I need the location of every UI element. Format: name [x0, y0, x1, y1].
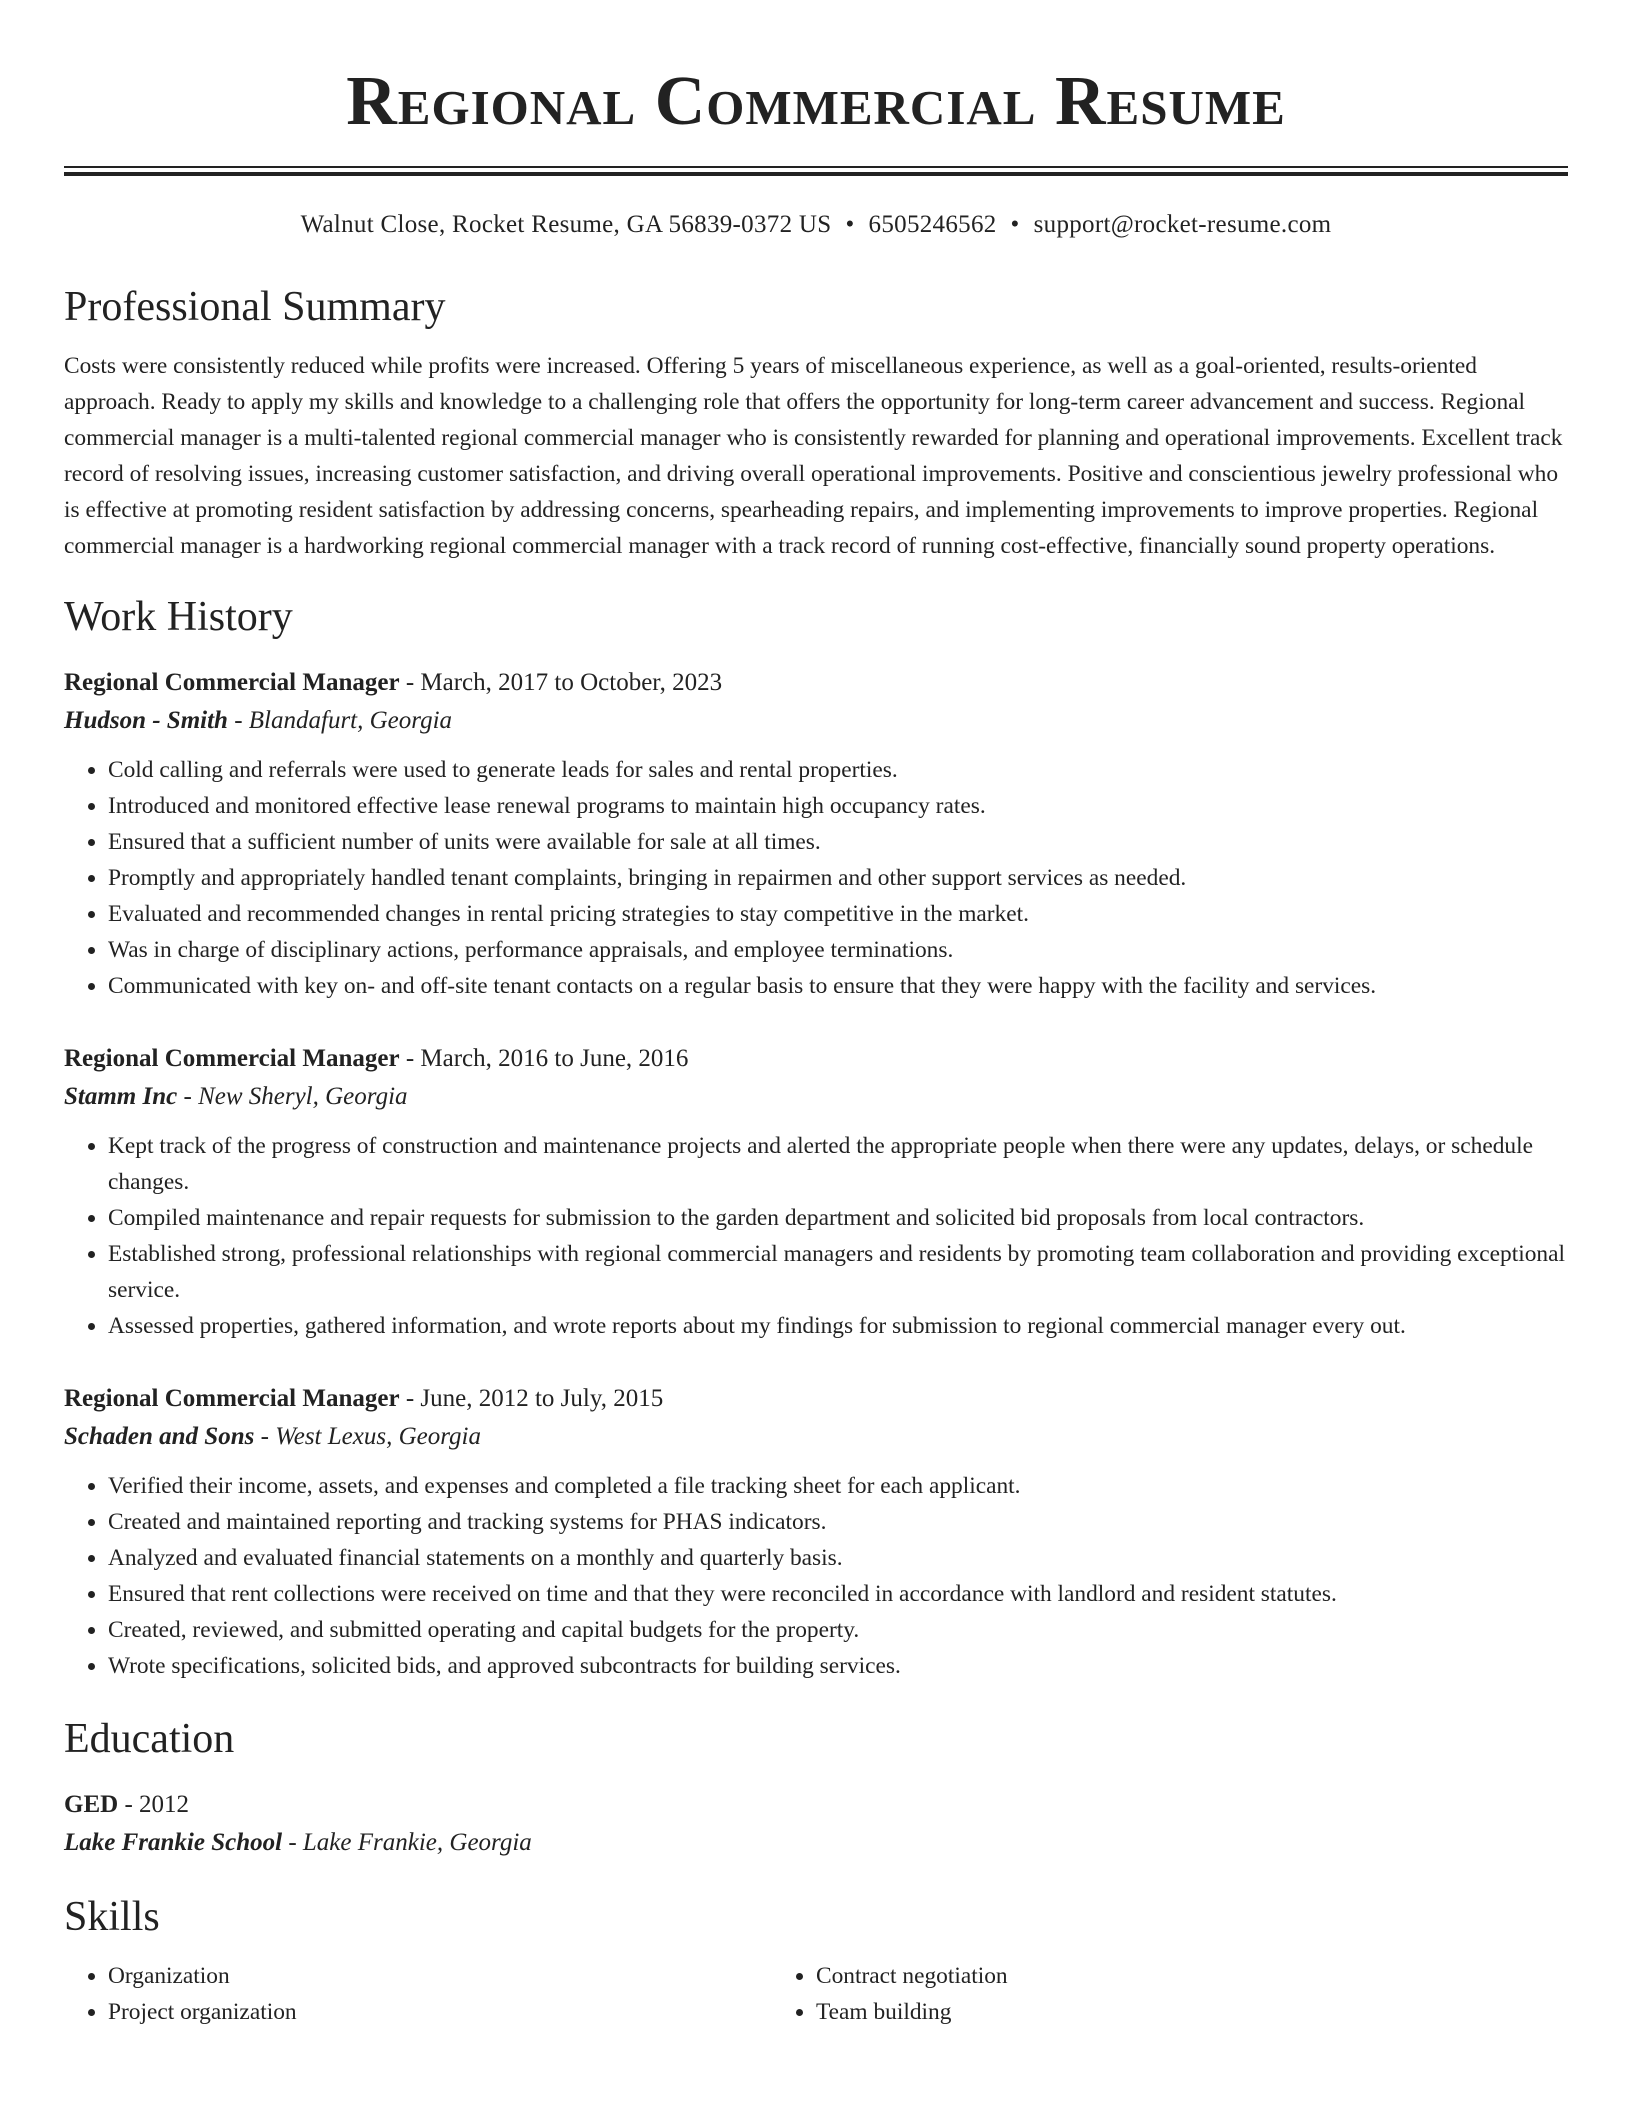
job-title-line	[64, 664, 1568, 702]
job-location: New Sheryl, Georgia	[198, 1083, 408, 1110]
job-company-line	[64, 702, 1568, 740]
school-line	[64, 1824, 1568, 1862]
list-item: • Was in charge of disciplinary actions, performance appraisals, and employee terminations.	[108, 932, 1568, 968]
contact-separator: •	[845, 211, 855, 238]
dash: -	[227, 707, 249, 734]
job-role: Regional Commercial Manager	[64, 1385, 400, 1412]
dash: -	[177, 1083, 199, 1110]
job-role: Regional Commercial Manager	[64, 669, 400, 696]
skills-list	[64, 1958, 1568, 2030]
job-title-line	[64, 1380, 1568, 1418]
job-company: Stamm Inc	[64, 1083, 178, 1110]
list-item: • Established strong, professional relationships with regional commercial managers and residents by promoting team collaboration and providing exceptional service.	[108, 1236, 1568, 1308]
job-title-line	[64, 1040, 1568, 1078]
summary-text: Costs were consistently reduced while profits were increased. Offering 5 years of miscellaneous experience, as well as a goal-oriented, results-oriented approach. Ready to apply my skills and knowledge to a challenging role that offers the opportunity for long-term career advancement and success. Regional commercial manager is a multi-talented regional commercial manager who is consistently rewarded for planning and operational improvements. Excellent track record of resolving issues, increasing customer satisfaction, and driving overall operational improvements. Positive and conscientious jewelry professional who is effective at promoting resident satisfaction by addressing concerns, spearheading repairs, and implementing improvements to improve properties. Regional commercial manager is a hardworking regional commercial manager with a track record of running cost-effective, financially sound property operations.	[64, 353, 1563, 559]
dash: -	[282, 1829, 303, 1856]
list-item: • Communicated with key on- and off-site tenant contacts on a regular basis to ensure that they were happy with the facility and services.	[108, 968, 1568, 1004]
list-item: • Created, reviewed, and submitted operating and capital budgets for the property.	[108, 1612, 1568, 1648]
job-entry	[64, 1040, 1568, 1344]
job-company-line	[64, 1078, 1568, 1116]
dash: -	[399, 1045, 421, 1072]
job-dates: June, 2012 to July, 2015	[420, 1385, 664, 1412]
job-location: Blandafurt, Georgia	[248, 707, 453, 734]
resume-page	[64, 0, 1568, 2030]
contact-line	[64, 208, 1568, 242]
dash: -	[399, 1385, 421, 1412]
degree: GED	[64, 1791, 119, 1818]
graduation-year: 2012	[139, 1791, 190, 1818]
job-bullets	[64, 1128, 1568, 1344]
skill-item: • Team building	[816, 1994, 1524, 2030]
contact-email: support@rocket-resume.com	[1033, 211, 1332, 238]
education-heading: Education	[64, 1716, 235, 1762]
skill-item: • Contract negotiation	[816, 1958, 1524, 1994]
job-dates: March, 2016 to June, 2016	[420, 1045, 689, 1072]
list-item: • Evaluated and recommended changes in rental pricing strategies to stay competitive in the market.	[108, 896, 1568, 932]
job-company: Schaden and Sons	[64, 1423, 255, 1450]
list-item: • Verified their income, assets, and expenses and completed a file tracking sheet for each applicant.	[108, 1468, 1568, 1504]
summary-heading: Professional Summary	[64, 284, 446, 330]
school-location: Lake Frankie, Georgia	[302, 1829, 532, 1856]
job-bullets	[64, 752, 1568, 1004]
job-company: Hudson - Smith	[64, 707, 228, 734]
job-bullets	[64, 1468, 1568, 1684]
skill-item: • Organization	[108, 1958, 772, 1994]
dash: -	[399, 669, 421, 696]
dash: -	[118, 1791, 140, 1818]
job-company-line	[64, 1418, 1568, 1456]
resume-name: Regional Commercial Resume	[346, 63, 1286, 140]
skills-column-right	[772, 1958, 1524, 2030]
job-location: West Lexus, Georgia	[275, 1423, 481, 1450]
list-item: • Analyzed and evaluated financial statements on a monthly and quarterly basis.	[108, 1540, 1568, 1576]
job-entry	[64, 664, 1568, 1004]
dash: -	[254, 1423, 276, 1450]
school-name: Lake Frankie School	[64, 1829, 283, 1856]
list-item: • Ensured that a sufficient number of units were available for sale at all times.	[108, 824, 1568, 860]
job-role: Regional Commercial Manager	[64, 1045, 400, 1072]
skills-column-left	[64, 1958, 772, 2030]
job-entry	[64, 1380, 1568, 1684]
list-item: • Cold calling and referrals were used to generate leads for sales and rental properties.	[108, 752, 1568, 788]
degree-line	[64, 1786, 1568, 1824]
work-history-heading: Work History	[64, 594, 293, 640]
skills-heading: Skills	[64, 1894, 160, 1940]
list-item: • Promptly and appropriately handled tenant complaints, bringing in repairmen and other support services as needed.	[108, 860, 1568, 896]
contact-phone: 6505246562	[868, 211, 997, 238]
list-item: • Created and maintained reporting and tracking systems for PHAS indicators.	[108, 1504, 1568, 1540]
job-dates: March, 2017 to October, 2023	[420, 669, 723, 696]
list-item: • Wrote specifications, solicited bids, and approved subcontracts for building services.	[108, 1648, 1568, 1684]
list-item: • Ensured that rent collections were received on time and that they were reconciled in accordance with landlord and resident statutes.	[108, 1576, 1568, 1612]
skill-item: • Project organization	[108, 1994, 772, 2030]
list-item: • Kept track of the progress of construction and maintenance projects and alerted the appropriate people when there were any updates, delays, or schedule changes.	[108, 1128, 1568, 1200]
header-divider	[64, 166, 1568, 176]
list-item: • Assessed properties, gathered information, and wrote reports about my findings for submission to regional commercial manager every out.	[108, 1308, 1568, 1344]
list-item: • Compiled maintenance and repair requests for submission to the garden department and solicited bid proposals from local contractors.	[108, 1200, 1568, 1236]
contact-separator: •	[1010, 211, 1020, 238]
education-entry	[64, 1786, 1568, 1862]
contact-address: Walnut Close, Rocket Resume, GA 56839-0372 US	[300, 211, 832, 238]
list-item: • Introduced and monitored effective lease renewal programs to maintain high occupancy rates.	[108, 788, 1568, 824]
